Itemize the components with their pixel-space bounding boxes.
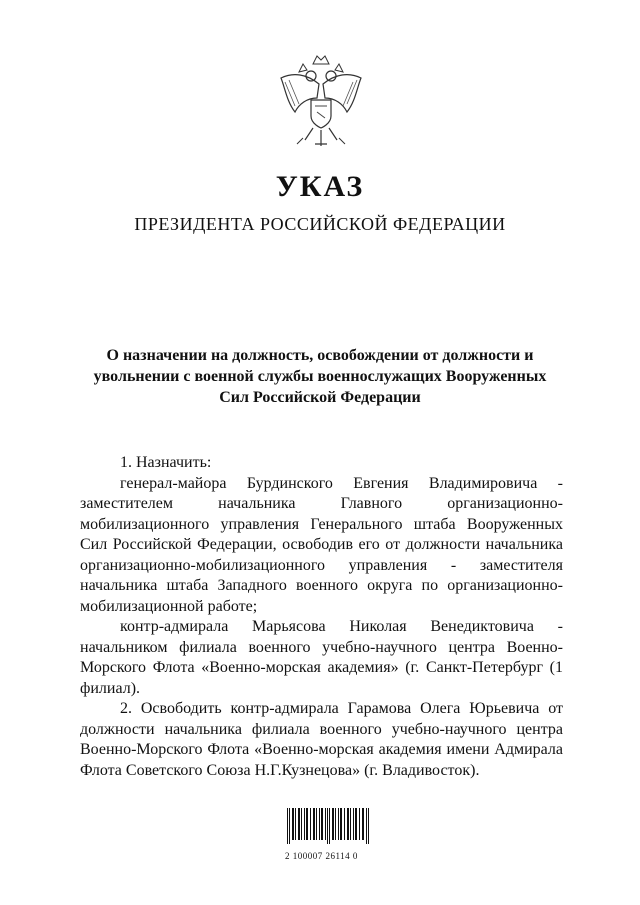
item-2-dismissal: 2. Освободить контр-адмирала Гарамова Олега Юрьевича от должности начальника филиала военного учебно-научного центра Военно-Морского Флота «Военно-морская академия имени Адмирала Флота Советского Союза Н.Г.Кузнецова» (г. Владивосток). [80,700,563,779]
coat-of-arms-emblem-icon [273,54,369,156]
decree-issuer: ПРЕЗИДЕНТА РОССИЙСКОЙ ФЕДЕРАЦИИ [134,214,506,234]
decree-body [80,453,563,781]
barcode-digits: 2 100007 26114 0 [285,851,358,861]
appointment-maryasov: контр-адмирала Марьясова Николая Венедиктовича - начальником филиала военного учебно-научного центра Военно-Морского Флота «Военно-морская академия» (г. Санкт-Петербург (1 филиал). [80,618,563,697]
item-1-heading: 1. Назначить: [120,454,212,471]
decree-title: УКАЗ [275,170,365,203]
appointment-burdinsky: генерал-майора Бурдинского Евгения Владимировича - заместителем начальника Главного организационно-мобилизационного управления Генерального штаба Вооруженных Сил Российской Федерации, освободив его от должности начальника организационно-мобилизационного управления - заместителя начальника штаба Западного военного округа по организационно-мобилизационной работе; [80,474,563,615]
decree-subject: О назначении на должность, освобождении от должности и увольнении с военной службы военнослужащих Вооруженных Сил Российской Федерации [93,347,547,406]
barcode-bars-icon [285,808,371,844]
barcode [285,808,375,860]
